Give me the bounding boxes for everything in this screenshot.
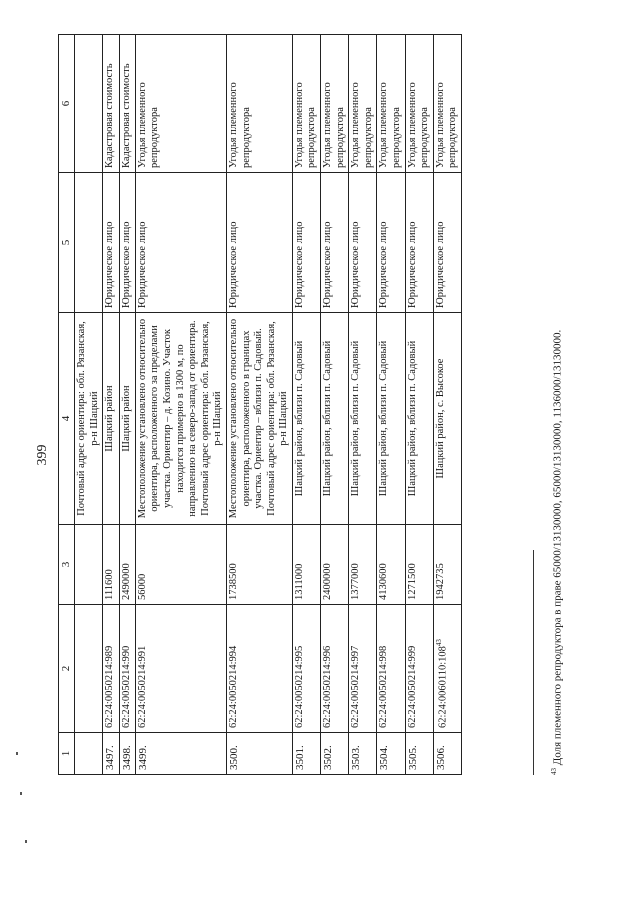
table-row: [433, 35, 461, 775]
footnote-divider: [533, 550, 534, 775]
footnote-marker: 43: [550, 768, 558, 775]
row-number: 3502.: [321, 733, 349, 775]
area-value: 56000: [135, 525, 226, 605]
owner-type: Юридическое лицо: [135, 173, 226, 313]
land-registry-table: [58, 34, 462, 775]
land-category: Кадастровая стоимость: [119, 35, 135, 173]
column-header: 3: [59, 525, 75, 605]
owner-type: Юридическое лицо: [433, 173, 461, 313]
owner-type: [75, 173, 103, 313]
row-number: 3500.: [226, 733, 292, 775]
scan-artifact: [20, 792, 22, 795]
land-category: Угодья племенного репродуктора: [135, 35, 226, 173]
column-header: 6: [59, 35, 75, 173]
owner-type: Юридическое лицо: [103, 173, 119, 313]
table-row: [321, 35, 349, 775]
row-number: 3501.: [292, 733, 320, 775]
area-value: 1271500: [405, 525, 433, 605]
table-row: [75, 35, 103, 775]
land-category: Угодья племенного репродуктора: [405, 35, 433, 173]
cadastral-number: [75, 605, 103, 733]
cadastral-number: 62:24:0050214:994: [226, 605, 292, 733]
owner-type: Юридическое лицо: [405, 173, 433, 313]
land-category: Угодья племенного репродуктора: [377, 35, 405, 173]
scan-artifact: [25, 840, 27, 843]
table-row: [135, 35, 226, 775]
column-header: 1: [59, 733, 75, 775]
cadastral-number: 62:24:0050214:999: [405, 605, 433, 733]
cadastral-number: [433, 605, 461, 733]
land-category: Угодья племенного репродуктора: [226, 35, 292, 173]
location-text: Местоположение установлено относительно ориентира, расположенного в границах участка. Ориентир – вблизи п. Садовый. Почтовый адрес ориентира: обл. Рязанская, р-н Шацкий: [226, 313, 292, 525]
cadastral-number: 62:24:0050214:990: [119, 605, 135, 733]
area-value: [75, 525, 103, 605]
area-value: 2490000: [119, 525, 135, 605]
location-text: Почтовый адрес ориентира: обл. Рязанская, р-н Шацкий: [75, 313, 103, 525]
area-value: 4130600: [377, 525, 405, 605]
row-number: 3504.: [377, 733, 405, 775]
owner-type: Юридическое лицо: [377, 173, 405, 313]
table-row: [226, 35, 292, 775]
location-text: Шацкий район, вблизи п. Садовый: [292, 313, 320, 525]
column-header: 2: [59, 605, 75, 733]
location-text: Шацкий район: [103, 313, 119, 525]
table-row: [405, 35, 433, 775]
land-category: [75, 35, 103, 173]
owner-type: Юридическое лицо: [292, 173, 320, 313]
cadastral-number-text: 62:24:0060110:108: [437, 646, 449, 728]
row-number: 3497.: [103, 733, 119, 775]
table-row: [377, 35, 405, 775]
cadastral-number: 62:24:0050214:989: [103, 605, 119, 733]
owner-type: Юридическое лицо: [119, 173, 135, 313]
cadastral-number: 62:24:0050214:995: [292, 605, 320, 733]
row-number: 3505.: [405, 733, 433, 775]
area-value: 1377000: [349, 525, 377, 605]
row-number: 3506.: [433, 733, 461, 775]
table-row: [349, 35, 377, 775]
land-category: Кадастровая стоимость: [103, 35, 119, 173]
page-number: 399: [35, 444, 50, 466]
cadastral-number: 62:24:0050214:998: [377, 605, 405, 733]
row-number: 3503.: [349, 733, 377, 775]
location-text: Местоположение установлено относительно ориентира, расположенного за пределами участка. Ориентир – д. Козино. Участок находится примерно в 1300 м, по направлению на северо-запад от ориентира. Почтовый адрес ориентира: обл. Рязанская, р-н Шацкий: [135, 313, 226, 525]
owner-type: Юридическое лицо: [349, 173, 377, 313]
location-text: Шацкий район, с. Высокое: [433, 313, 461, 525]
location-text: Шацкий район: [119, 313, 135, 525]
area-value: 2400000: [321, 525, 349, 605]
area-value: 1738500: [226, 525, 292, 605]
cadastral-number: 62:24:0050214:996: [321, 605, 349, 733]
column-header: 5: [59, 173, 75, 313]
land-category: Угодья племенного репродуктора: [321, 35, 349, 173]
location-text: Шацкий район, вблизи п. Садовый: [321, 313, 349, 525]
location-text: Шацкий район, вблизи п. Садовый: [405, 313, 433, 525]
area-value: 111600: [103, 525, 119, 605]
cadastral-number: 62:24:0050214:991: [135, 605, 226, 733]
location-text: Шацкий район, вблизи п. Садовый: [349, 313, 377, 525]
table-row: [292, 35, 320, 775]
column-header: 4: [59, 313, 75, 525]
location-text: Шацкий район, вблизи п. Садовый: [377, 313, 405, 525]
footnote-text: Доля племенного репродуктора в праве 65000/13130000, 65000/13130000, 1136000/13130000.: [551, 329, 564, 766]
land-category: Угодья племенного репродуктора: [349, 35, 377, 173]
owner-type: Юридическое лицо: [321, 173, 349, 313]
table-row: [103, 35, 119, 775]
land-category: Угодья племенного репродуктора: [292, 35, 320, 173]
row-number: 3498.: [119, 733, 135, 775]
row-number: [75, 733, 103, 775]
cadastral-number: 62:24:0050214:997: [349, 605, 377, 733]
scan-artifact: [16, 752, 18, 755]
area-value: 1942735: [433, 525, 461, 605]
land-category: Угодья племенного репродуктора: [433, 35, 461, 173]
area-value: 1311000: [292, 525, 320, 605]
owner-type: Юридическое лицо: [226, 173, 292, 313]
footnote: [550, 330, 564, 775]
table-header-row: [59, 35, 75, 775]
footnote-reference: 43: [434, 639, 443, 647]
table-row: [119, 35, 135, 775]
row-number: 3499.: [135, 733, 226, 775]
